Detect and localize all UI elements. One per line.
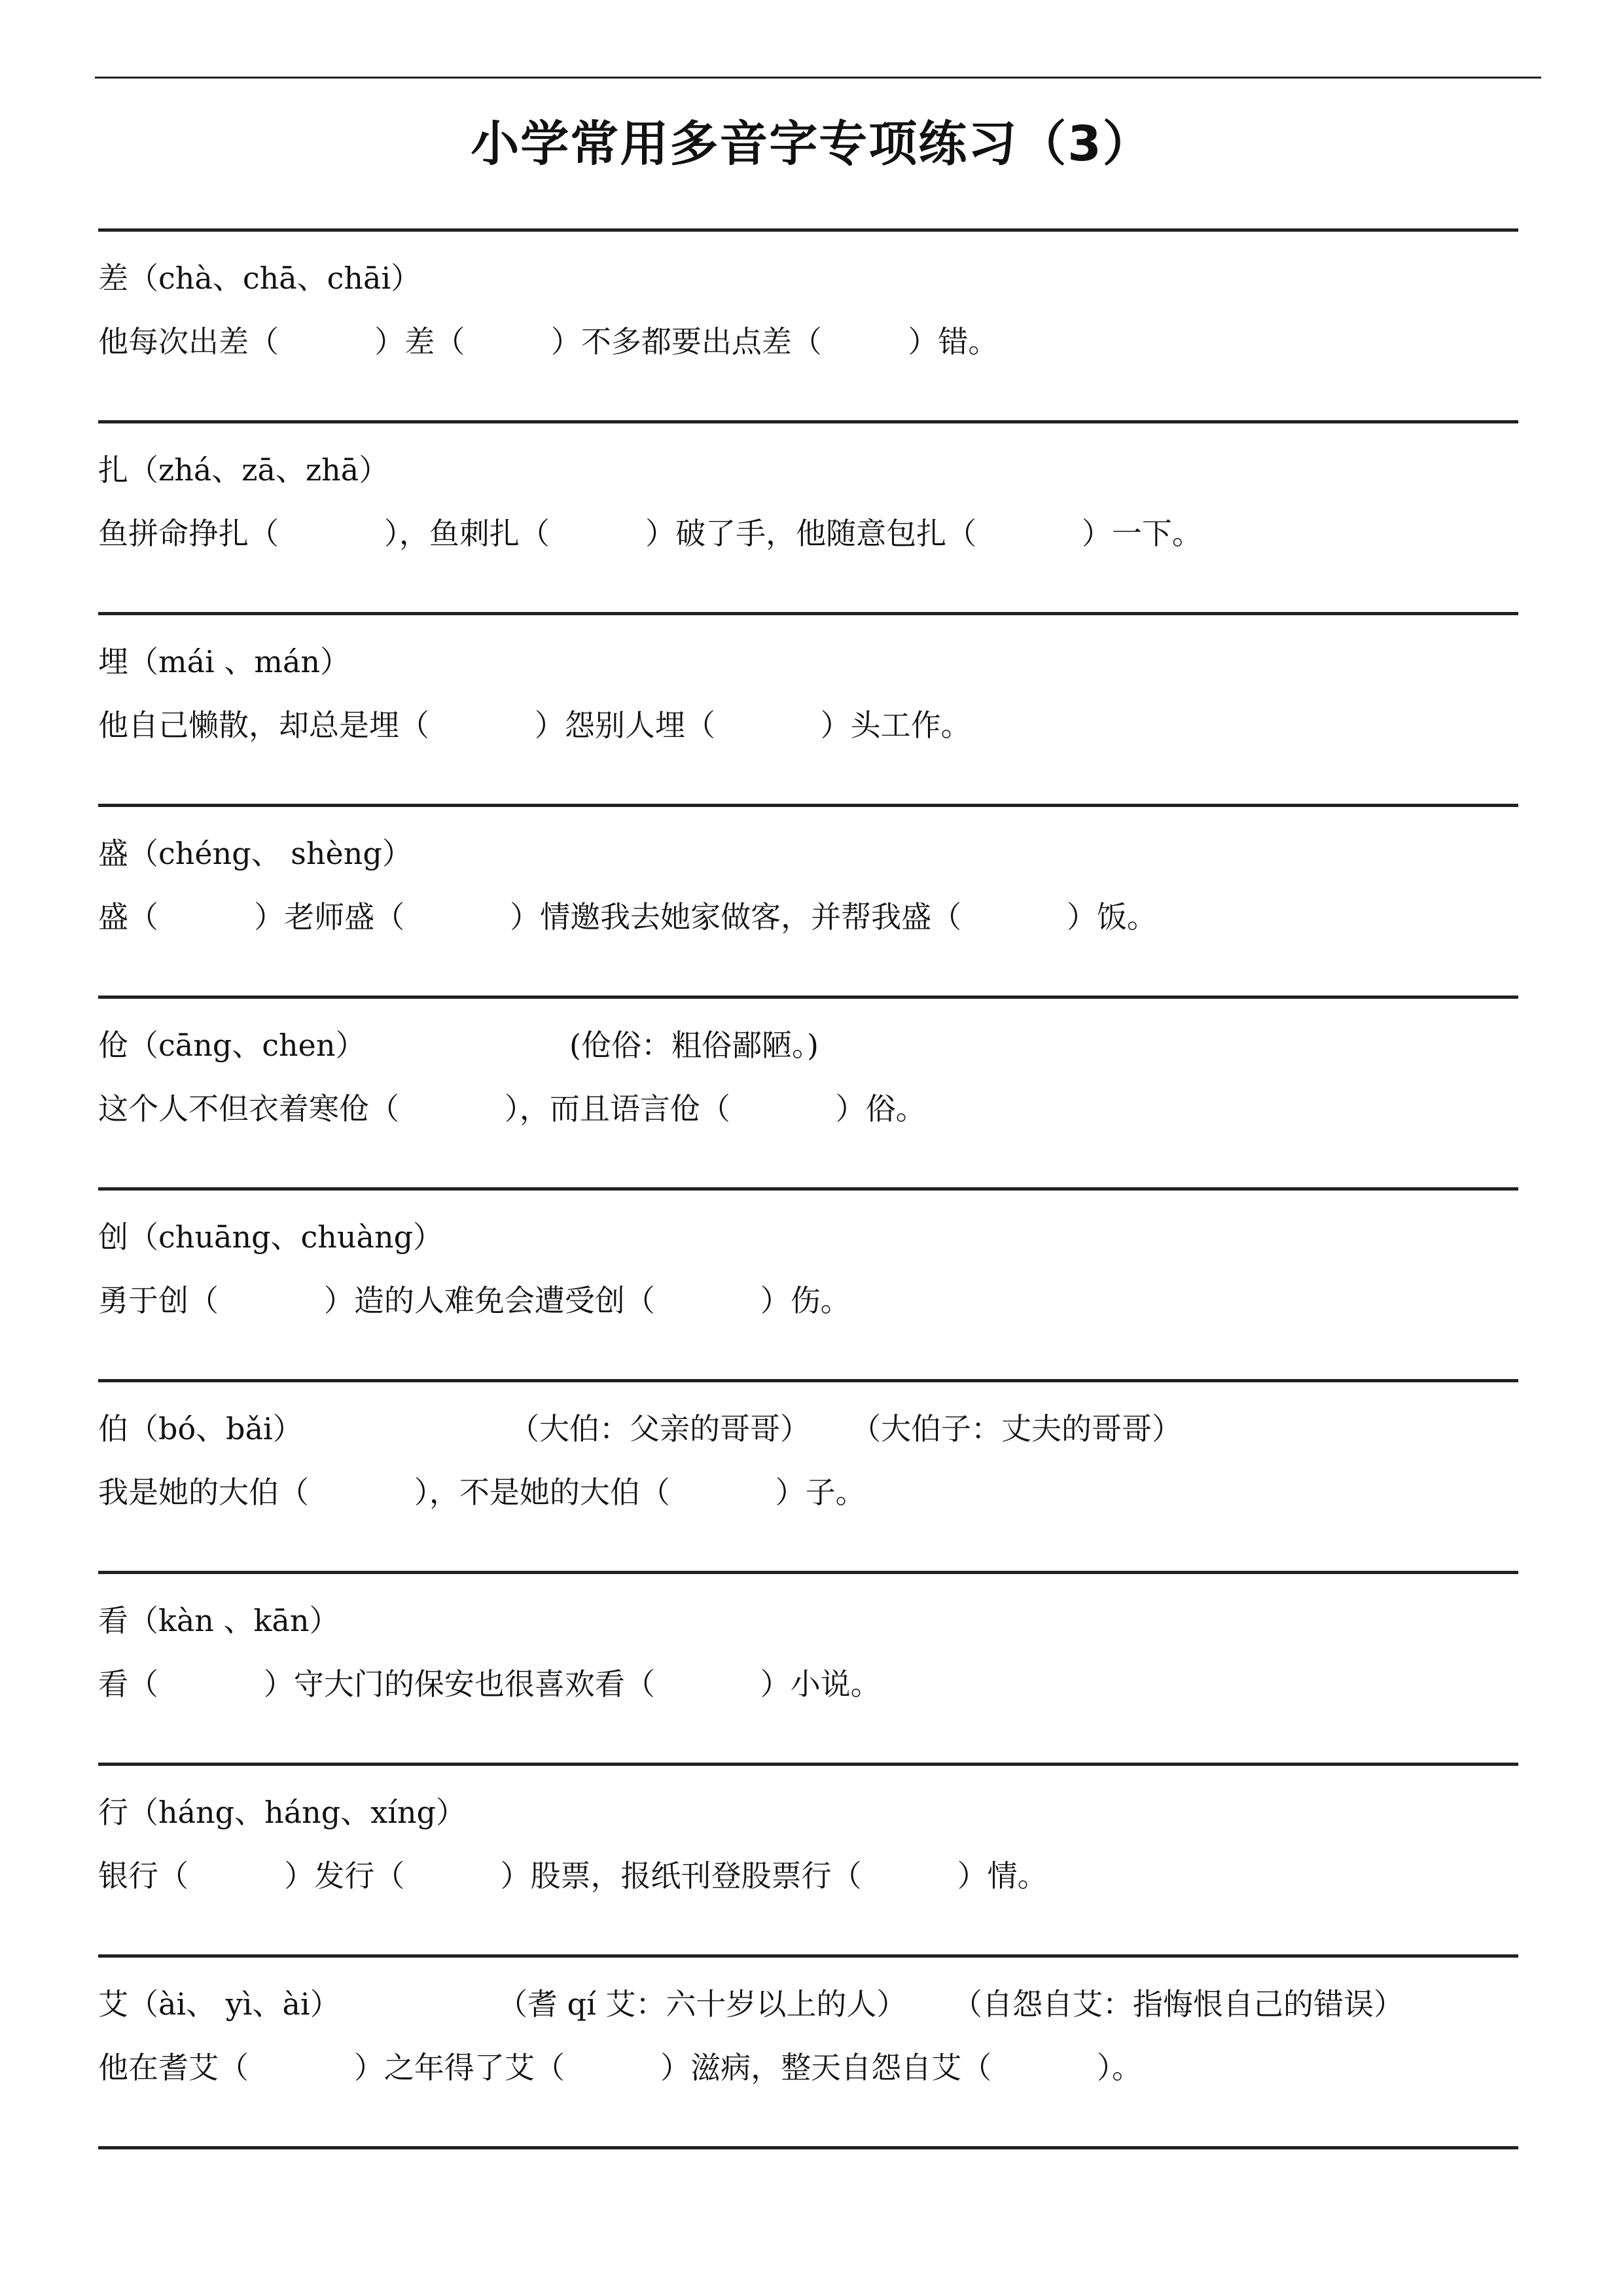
- separator-rule: [98, 1954, 1518, 1958]
- separator-rule: [98, 804, 1518, 807]
- pinyin-line: 行（háng、háng、xíng）: [98, 1795, 466, 1830]
- definition-note: （大伯：父亲的哥哥）: [509, 1411, 810, 1446]
- exercise-sentence: 他自己懒散，却总是埋（ ）怨别人埋（ ）头工作。: [98, 708, 971, 743]
- pinyin-line: 扎（zhá、zā、zhā）: [98, 452, 389, 488]
- pinyin-line: 伧（cāng、chen）: [98, 1028, 366, 1063]
- exercise-sentence: 他在耆艾（ ）之年得了艾（ ）滋病，整天自怨自艾（ ）。: [98, 2050, 1142, 2085]
- exercise-sentence: 看（ ）守大门的保安也很喜欢看（ ）小说。: [98, 1666, 881, 1702]
- definition-note: （大伯子：丈夫的哥哥）: [851, 1411, 1182, 1446]
- pinyin-line: 看（kàn 、kān）: [98, 1603, 340, 1638]
- separator-rule: [98, 420, 1518, 423]
- separator-rule: [98, 1763, 1518, 1766]
- pinyin-line: 差（chà、chā、chāi）: [98, 260, 421, 296]
- exercise-sentence: 他每次出差（ ）差（ ）不多都要出点差（ ）错。: [98, 324, 999, 359]
- exercise-sentence: 鱼拼命挣扎（ ），鱼刺扎（ ）破了手，他随意包扎（ ）一下。: [98, 516, 1202, 551]
- definition-note: (伧俗：粗俗鄙陋。): [569, 1028, 819, 1063]
- pinyin-line: 创（chuāng、chuàng）: [98, 1219, 444, 1255]
- exercise-sentence: 我是她的大伯（ ），不是她的大伯（ ）子。: [98, 1475, 866, 1510]
- page-title: 小学常用多音字专项练习（3）: [471, 116, 1152, 172]
- exercise-sentence: 盛（ ）老师盛（ ）情邀我去她家做客，并帮我盛（ ）饭。: [98, 899, 1157, 935]
- separator-rule: [98, 228, 1518, 232]
- separator-rule: [98, 2146, 1518, 2149]
- pinyin-line: 埋（mái 、mán）: [98, 644, 351, 679]
- separator-rule: [98, 1571, 1518, 1574]
- top-rule: [95, 77, 1541, 79]
- pinyin-line: 伯（bó、bǎi）: [98, 1411, 303, 1446]
- exercise-sentence: 勇于创（ ）造的人难免会遭受创（ ）伤。: [98, 1283, 851, 1318]
- pinyin-line: 艾（ài、 yì、ài）: [98, 1986, 340, 2022]
- definition-note: （自怨自艾：指悔恨自己的错误）: [952, 1986, 1404, 2022]
- definition-note: （耆 qí 艾：六十岁以上的人）: [497, 1986, 907, 2022]
- pinyin-line: 盛（chéng、 shèng）: [98, 836, 412, 871]
- exercise-sentence: 银行（ ）发行（ ）股票，报纸刊登股票行（ ）情。: [98, 1858, 1048, 1893]
- separator-rule: [98, 1379, 1518, 1382]
- separator-rule: [98, 996, 1518, 999]
- separator-rule: [98, 612, 1518, 615]
- separator-rule: [98, 1187, 1518, 1191]
- exercise-sentence: 这个人不但衣着寒伧（ ），而且语言伧（ ）俗。: [98, 1091, 926, 1126]
